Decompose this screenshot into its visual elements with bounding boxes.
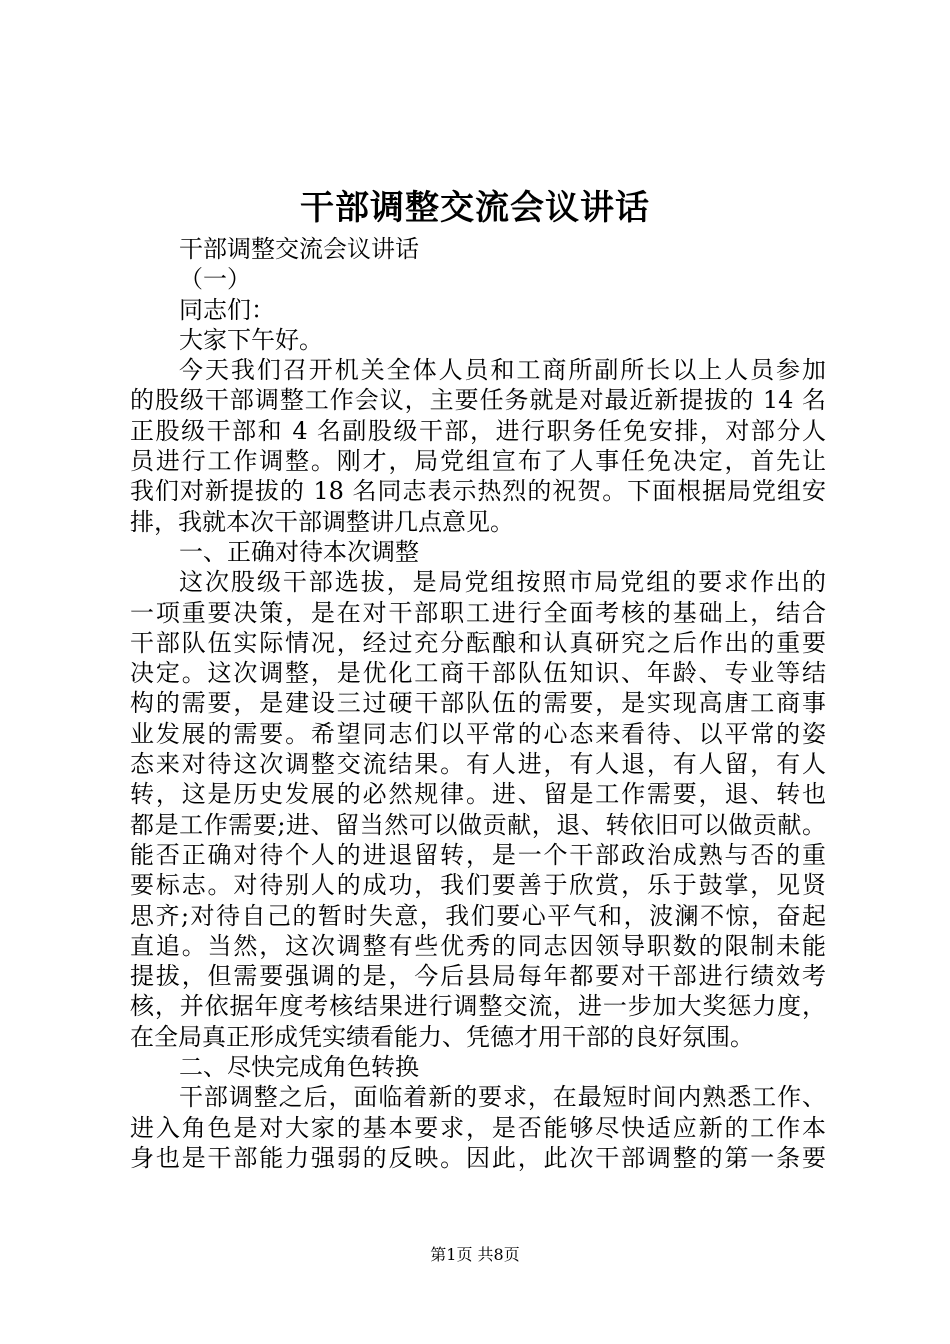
text-line: 同志们： (179, 295, 275, 324)
document-body (130, 234, 826, 1173)
text-line: 决定。这次调整，是优化工商干部队伍知识、年龄、专业等结 (130, 659, 826, 688)
page-number-footer: 第1页 共8页 (430, 1245, 520, 1264)
text-line: 直追。当然，这次调整有些优秀的同志因领导职数的限制未能 (130, 931, 826, 960)
text-line: 一、正确对待本次调整 (179, 537, 419, 566)
text-line: 构的需要，是建设三过硬干部队伍的需要，是实现高唐工商事 (130, 689, 826, 718)
text-line: 正股级干部和 4 名副股级干部，进行职务任免安排，对部分人 (130, 416, 826, 445)
text-line: 提拔，但需要强调的是，今后县局每年都要对干部进行绩效考 (130, 962, 826, 991)
text-line: 这次股级干部选拔，是局党组按照市局党组的要求作出的 (179, 568, 826, 597)
text-line: 要标志。对待别人的成功，我们要善于欣赏，乐于鼓掌，见贤 (130, 871, 826, 900)
text-line: 业发展的需要。希望同志们以平常的心态来看待、以平常的姿 (130, 719, 826, 748)
text-line: 大家下午好。 (179, 325, 323, 354)
text-line: 态来对待这次调整交流结果。有人进，有人退，有人留，有人 (130, 750, 826, 779)
text-line: 转，这是历史发展的必然规律。进、留是工作需要，退、转也 (130, 780, 826, 809)
text-line: 思齐;对待自己的暂时失意，我们要心平气和，波澜不惊，奋起 (130, 901, 826, 930)
text-line: 干部调整交流会议讲话 (179, 235, 419, 263)
text-line: 都是工作需要;进、留当然可以做贡献，退、转依旧可以做贡献。 (130, 810, 826, 839)
text-line: 今天我们召开机关全体人员和工商所副所长以上人员参加 (179, 356, 826, 385)
text-line: 核，并依据年度考核结果进行调整交流，进一步加大奖惩力度， (130, 992, 826, 1021)
text-line: 干部队伍实际情况，经过充分酝酿和认真研究之后作出的重要 (130, 628, 826, 657)
document-title: 干部调整交流会议讲话 (300, 188, 650, 228)
text-line: 身也是干部能力强弱的反映。因此，此次干部调整的第一条要 (130, 1143, 826, 1172)
text-line: 能否正确对待个人的进退留转，是一个干部政治成熟与否的重 (130, 840, 826, 869)
text-line: 员进行工作调整。刚才，局党组宣布了人事任免决定，首先让 (130, 447, 826, 476)
text-line: 进入角色是对大家的基本要求，是否能够尽快适应新的工作本 (130, 1113, 826, 1142)
text-line: 我们对新提拔的 18 名同志表示热烈的祝贺。下面根据局党组安 (130, 477, 826, 506)
text-line: 在全局真正形成凭实绩看能力、凭德才用干部的良好氛围。 (130, 1022, 754, 1051)
text-line: 干部调整之后，面临着新的要求，在最短时间内熟悉工作、 (179, 1083, 826, 1112)
text-line: 二、尽快完成角色转换 (179, 1053, 419, 1082)
text-line: 排，我就本次干部调整讲几点意见。 (130, 507, 514, 536)
text-line: 一项重要决策，是在对干部职工进行全面考核的基础上，结合 (130, 598, 826, 627)
text-line: （一） (179, 265, 251, 294)
text-line: 的股级干部调整工作会议，主要任务就是对最近新提拔的 14 名 (130, 386, 826, 415)
